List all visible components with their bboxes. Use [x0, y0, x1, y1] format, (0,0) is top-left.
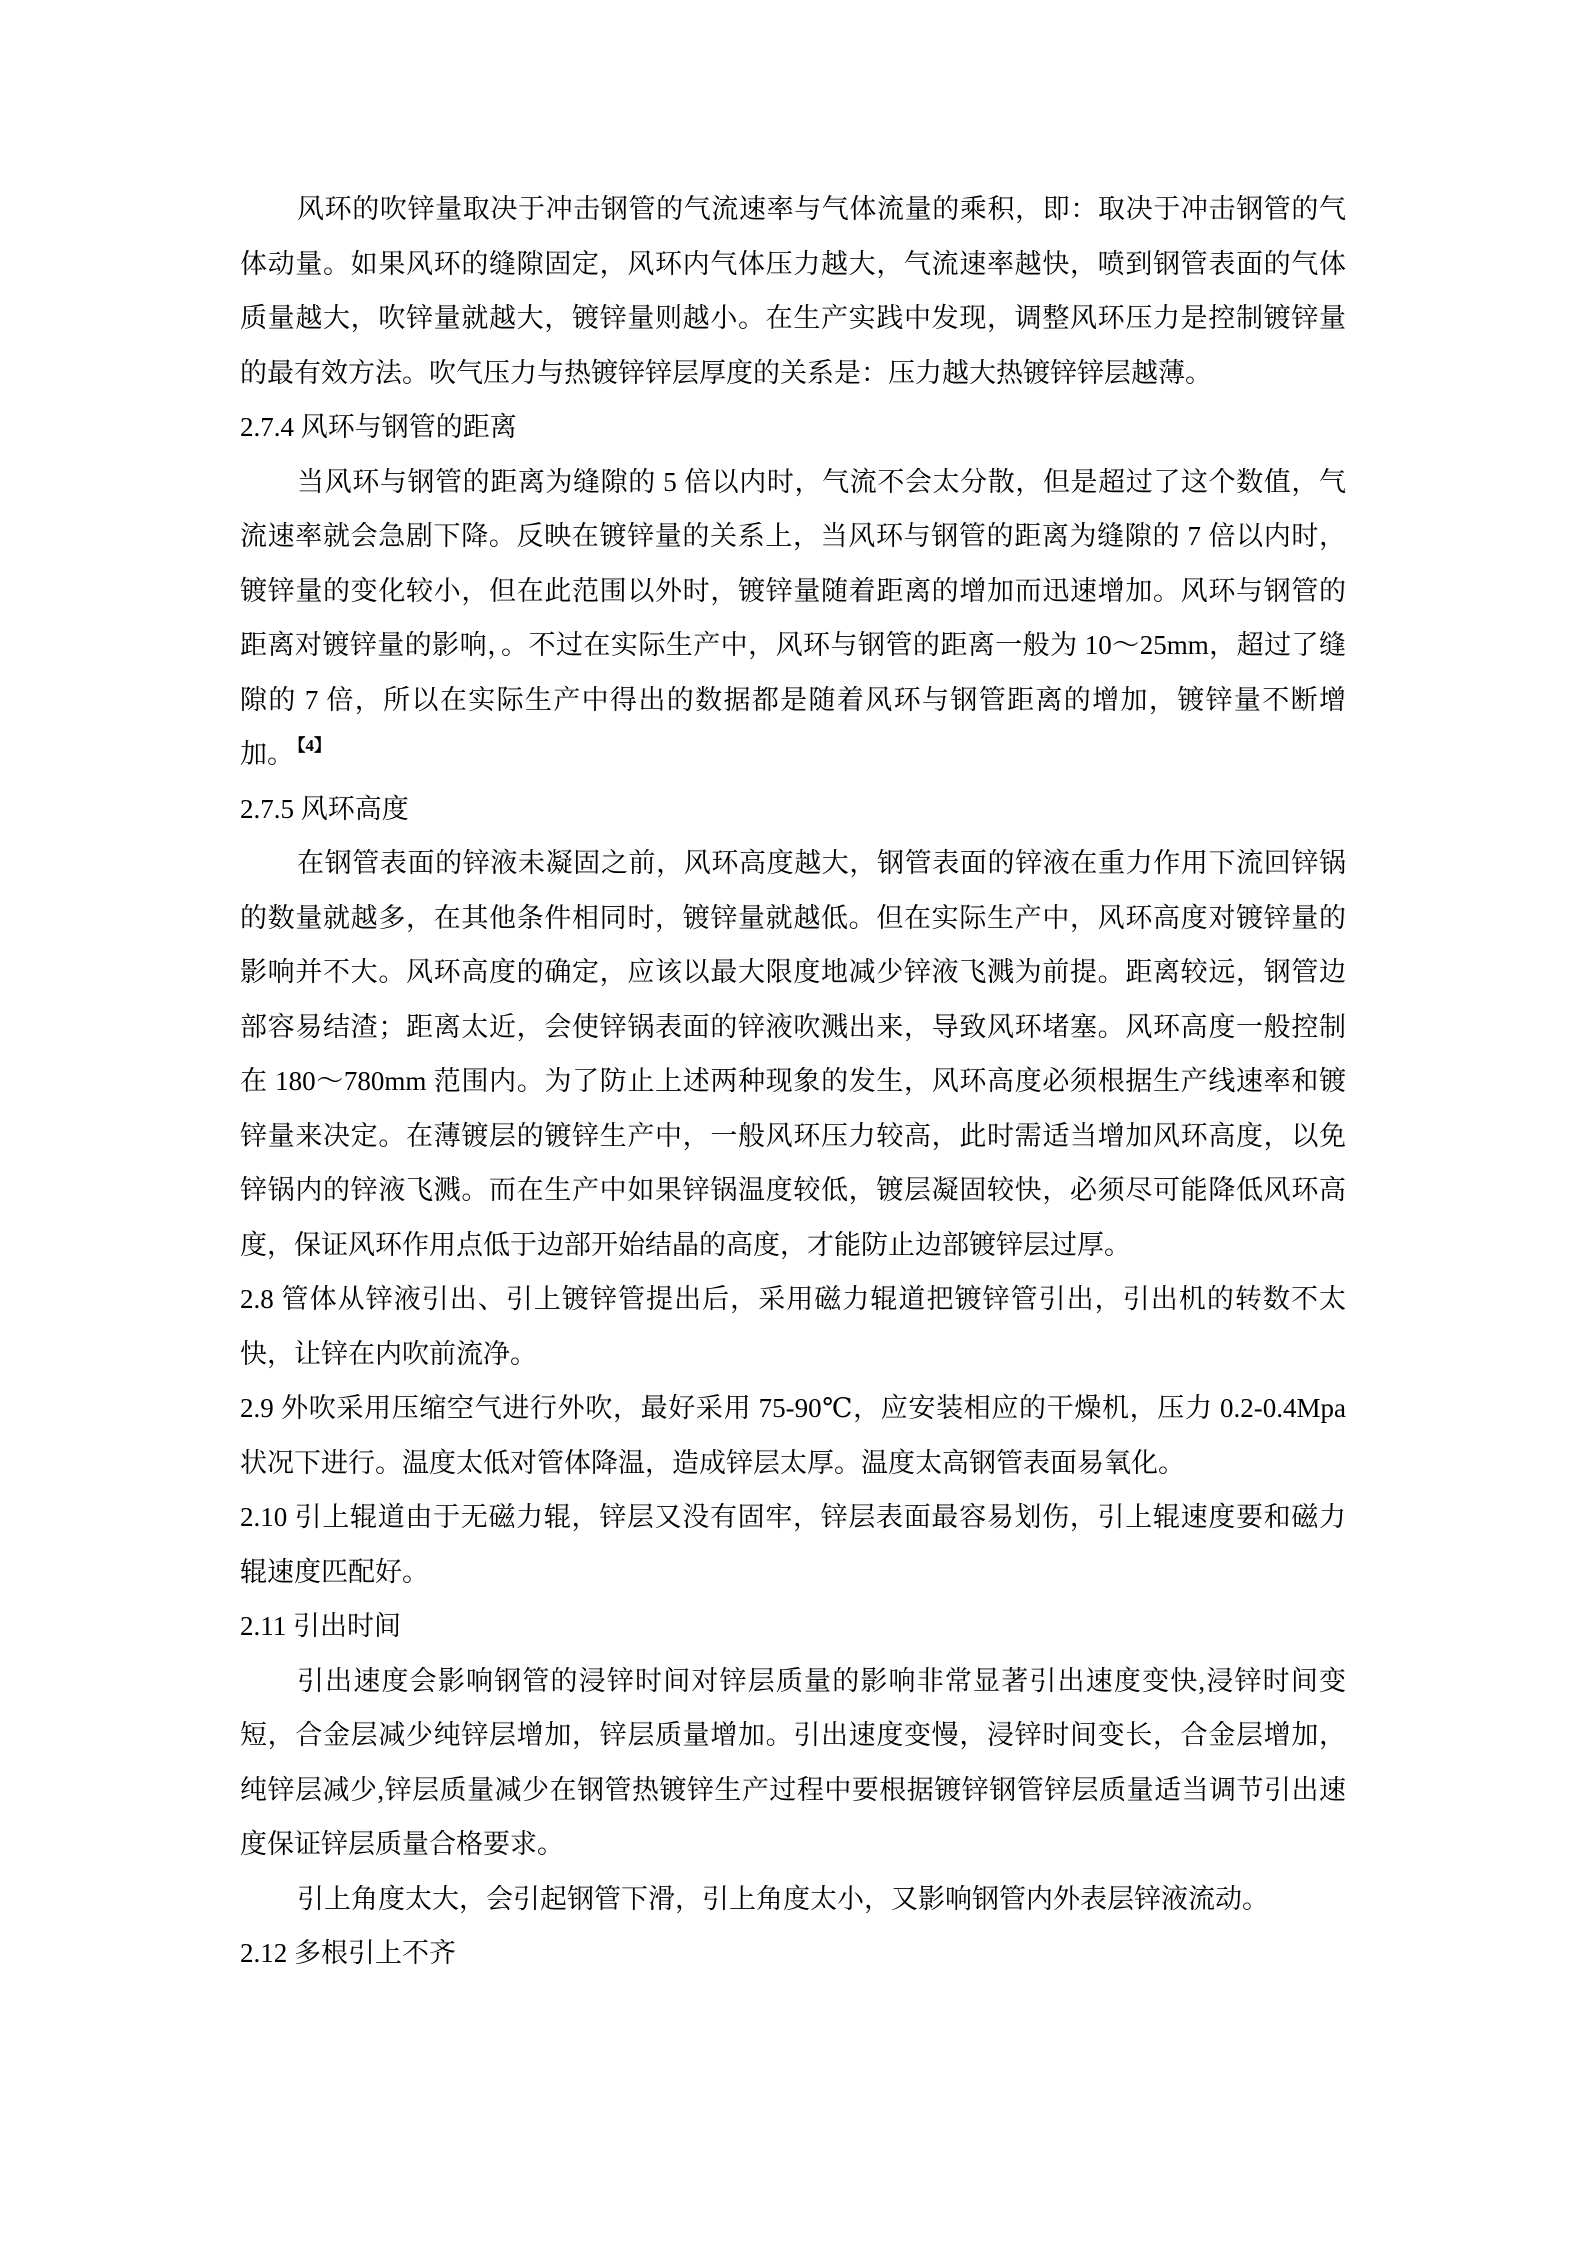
body-paragraph-lead-up-angle: 引上角度太大，会引起钢管下滑，引上角度太小，又影响钢管内外表层锌液流动。 [297, 1883, 1269, 1914]
body-paragraph-2-9-external-blow: 2.9 外吹采用压缩空气进行外吹，最好采用 75-90℃，应安装相应的干燥机，压力 0.2-0.4Mpa 状况下进行。温度太低对管体降温，造成锌层太厚。温度太高钢管表面易氧化。 [240, 1393, 1346, 1478]
body-paragraph-air-ring-distance [240, 455, 1346, 782]
paragraph-text: 当风环与钢管的距离为缝隙的 5 倍以内时，气流不会太分散，但是超过了这个数值，气流速率就会急剧下降。反映在镀锌量的关系上，当风环与钢管的距离为缝隙的 7 倍以内时，镀锌量的变化较小，但在此范围以外时，镀锌量随着距离的增加而迅速增加。风环与钢管的距离对镀锌量的影响，。不过在实际生产中，风环与钢管的距离一般为 10～25mm，超过了缝隙的 7 倍，所以在实际生产中得出的数据都是随着风环与钢管距离的增加，镀锌量不断增加。 [240, 466, 1346, 769]
body-paragraph-lead-out-speed: 引出速度会影响钢管的浸锌时间对锌层质量的影响非常显著引出速度变快,浸锌时间变短，合金层减少纯锌层增加，锌层质量增加。引出速度变慢，浸锌时间变长，合金层增加，纯锌层减少,锌层质量减少在钢管热镀锌生产过程中要根据镀锌钢管锌层质量适当调节引出速度保证锌层质量合格要求。 [240, 1665, 1346, 1859]
footnote-marker: 【4】 [297, 736, 331, 755]
document-content [240, 182, 1346, 1981]
section-heading-2-7-5: 2.7.5 风环高度 [240, 793, 409, 824]
body-paragraph-air-ring-height: 在钢管表面的锌液未凝固之前，风环高度越大，钢管表面的锌液在重力作用下流回锌锅的数量就越多，在其他条件相同时，镀锌量就越低。但在实际生产中，风环高度对镀锌量的影响并不大。风环高度的确定，应该以最大限度地减少锌液飞溅为前提。距离较远，钢管边部容易结渣；距离太近，会使锌锅表面的锌液吹溅出来，导致风环堵塞。风环高度一般控制在 180～780mm 范围内。为了防止上述两种现象的发生，风环高度必须根据生产线速率和镀锌量来决定。在薄镀层的镀锌生产中，一般风环压力较高，此时需适当增加风环高度，以免锌锅内的锌液飞溅。而在生产中如果锌锅温度较低，镀层凝固较快，必须尽可能降低风环高度，保证风环作用点低于边部开始结晶的高度，才能防止边部镀锌层过厚。 [240, 848, 1346, 1260]
body-paragraph-2-8-lead-out: 2.8 管体从锌液引出、引上镀锌管提出后，采用磁力辊道把镀锌管引出，引出机的转数不太快，让锌在内吹前流净。 [240, 1284, 1346, 1369]
section-heading-2-12: 2.12 多根引上不齐 [240, 1938, 456, 1968]
body-paragraph-air-ring-blow-amount: 风环的吹锌量取决于冲击钢管的气流速率与气体流量的乘积，即：取决于冲击钢管的气体动量。如果风环的缝隙固定，风环内气体压力越大，气流速率越快，喷到钢管表面的气体质量越大，吹锌量就越大，镀锌量则越小。在生产实践中发现，调整风环压力是控制镀锌量的最有效方法。吹气压力与热镀锌锌层厚度的关系是：压力越大热镀锌锌层越薄。 [240, 194, 1346, 388]
section-heading-2-7-4: 2.7.4 风环与钢管的距离 [240, 412, 517, 442]
body-paragraph-2-10-roller: 2.10 引上辊道由于无磁力辊，锌层又没有固牢，锌层表面最容易划伤，引上辊速度要和磁力辊速度匹配好。 [240, 1502, 1346, 1587]
section-heading-2-11: 2.11 引出时间 [240, 1611, 401, 1641]
